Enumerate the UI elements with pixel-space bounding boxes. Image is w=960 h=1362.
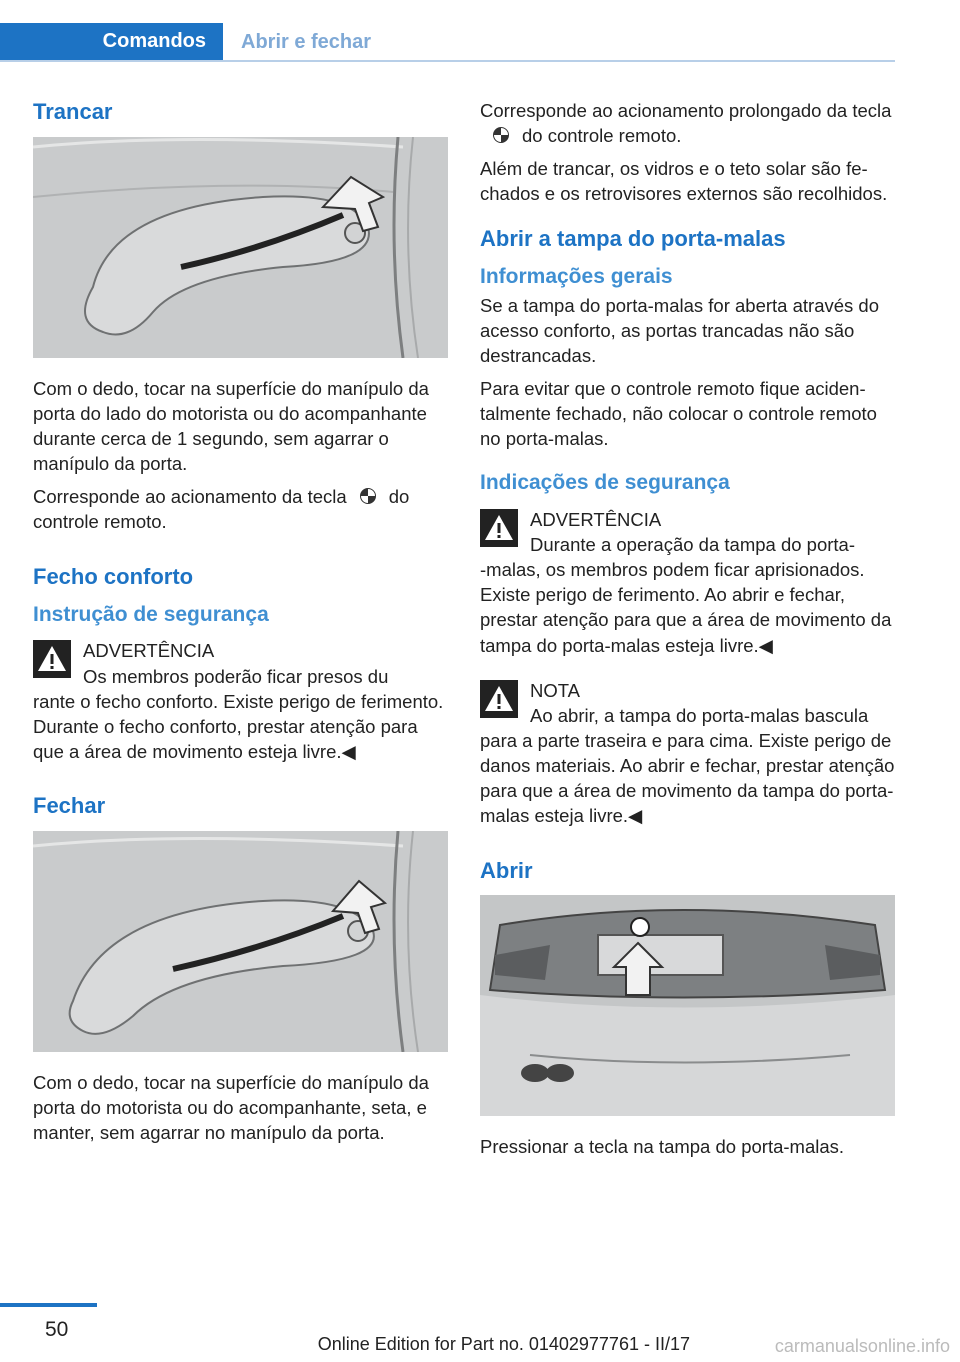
watermark-text: carmanualsonline.info bbox=[774, 1336, 950, 1356]
warning-block-fecho bbox=[33, 638, 448, 764]
warning-label: ADVERTÊNCIA bbox=[83, 640, 215, 662]
note-block-tampa bbox=[480, 678, 895, 829]
warning-text: -malas, os membros podem ficar aprisionados. Existe perigo de ferimento. Ao abrir e fechar, prestar atenção para que a área de movimento da tampa do porta-malas esteja livre.◀ bbox=[480, 559, 892, 656]
note-label: NOTA bbox=[530, 679, 581, 701]
chapter-tab[interactable]: Abrir e fechar bbox=[241, 31, 372, 53]
trancar-instruction: Com o dedo, tocar na superfície do manípulo da porta do lado do motorista ou do acompanhante durante cerca de 1 segundo, sem agarrar o manípulo da porta. bbox=[33, 377, 429, 475]
warning-triangle-icon bbox=[480, 509, 518, 547]
section-title-tampa: Abrir a tampa do porta-malas bbox=[480, 225, 786, 251]
door-handle-close-figure bbox=[33, 831, 448, 1052]
long-press-note bbox=[480, 98, 895, 148]
windows-close-note: Além de trancar, os vidros e o teto solar são fechados e os retrovisores externos são recolhidos. bbox=[480, 158, 888, 205]
trancar-remote-note bbox=[33, 484, 448, 534]
section-title-fechar: Fechar bbox=[33, 793, 106, 819]
trunk-open-figure bbox=[480, 895, 895, 1116]
warning-block-tampa bbox=[480, 507, 895, 658]
edition-text: Online Edition for Part no. 01402977761 - II/17 bbox=[317, 1334, 690, 1354]
section-title-abrir: Abrir bbox=[480, 857, 533, 883]
long-press-note-b: do controle remoto. bbox=[522, 125, 682, 147]
section-title-fecho-conforto: Fecho conforto bbox=[33, 563, 194, 589]
left-column bbox=[33, 98, 448, 1153]
warning-triangle-icon bbox=[33, 640, 71, 678]
long-press-note-a: Corresponde ao acionamento prolongado da tecla bbox=[480, 100, 892, 121]
warning-label: ADVERTÊNCIA bbox=[530, 508, 662, 530]
footer-rule bbox=[0, 1303, 97, 1307]
subsection-title-instrucao: Instrução de segurança bbox=[33, 603, 269, 627]
note-text: para a parte traseira e para cima. Existe perigo de danos materiais. Ao abrir e fechar, prestar atenção para que a área de movimento da tampa do porta-malas esteja livre.◀ bbox=[480, 730, 895, 827]
chapter-tab-active[interactable]: Comandos bbox=[0, 23, 223, 60]
trancar-remote-note-b: do controle remoto. bbox=[33, 486, 410, 533]
subsection-title-informacoes: Informações gerais bbox=[480, 265, 673, 289]
fechar-instruction: Com o dedo, tocar na superfície do manípulo da porta do motorista ou do acompanhante, seta, e manter, sem agarrar no manípulo da porta. bbox=[33, 1071, 429, 1144]
tampa-info-1: Se a tampa do porta-malas for aberta através do acesso conforto, as portas trancadas não são destrancadas. bbox=[480, 294, 879, 366]
abrir-instruction: Pressionar a tecla na tampa do porta-malas. bbox=[480, 1136, 845, 1158]
remote-lock-button-icon bbox=[359, 487, 377, 505]
note-text-first-line: Ao abrir, a tampa do porta-malas bascula bbox=[530, 704, 869, 726]
right-column bbox=[480, 98, 895, 1167]
section-title-trancar: Trancar bbox=[33, 99, 113, 124]
note-triangle-icon bbox=[480, 680, 518, 718]
tampa-info-2: Para evitar que o controle remoto fique acidentalmente fechado, não colocar o controle remoto no porta-malas. bbox=[480, 377, 877, 450]
warning-text-first-line: Durante a operação da tampa do porta- bbox=[530, 533, 855, 555]
page-header bbox=[0, 0, 895, 62]
trancar-remote-note-a: Corresponde ao acionamento da tecla bbox=[33, 486, 347, 508]
remote-lock-button-icon bbox=[492, 126, 510, 144]
subsection-title-seguranca: Indicações de segurança bbox=[480, 471, 730, 495]
page-number: 50 bbox=[45, 1318, 69, 1341]
door-handle-lock-figure bbox=[33, 137, 448, 358]
warning-text-first-line: Os membros poderão ficar presos du bbox=[83, 665, 389, 687]
warning-text: rante o fecho conforto. Existe perigo de ferimento. Durante o fecho conforto, prestar atenção para que a área de movimento esteja livre.◀ bbox=[33, 690, 444, 763]
header-rule bbox=[0, 60, 895, 62]
